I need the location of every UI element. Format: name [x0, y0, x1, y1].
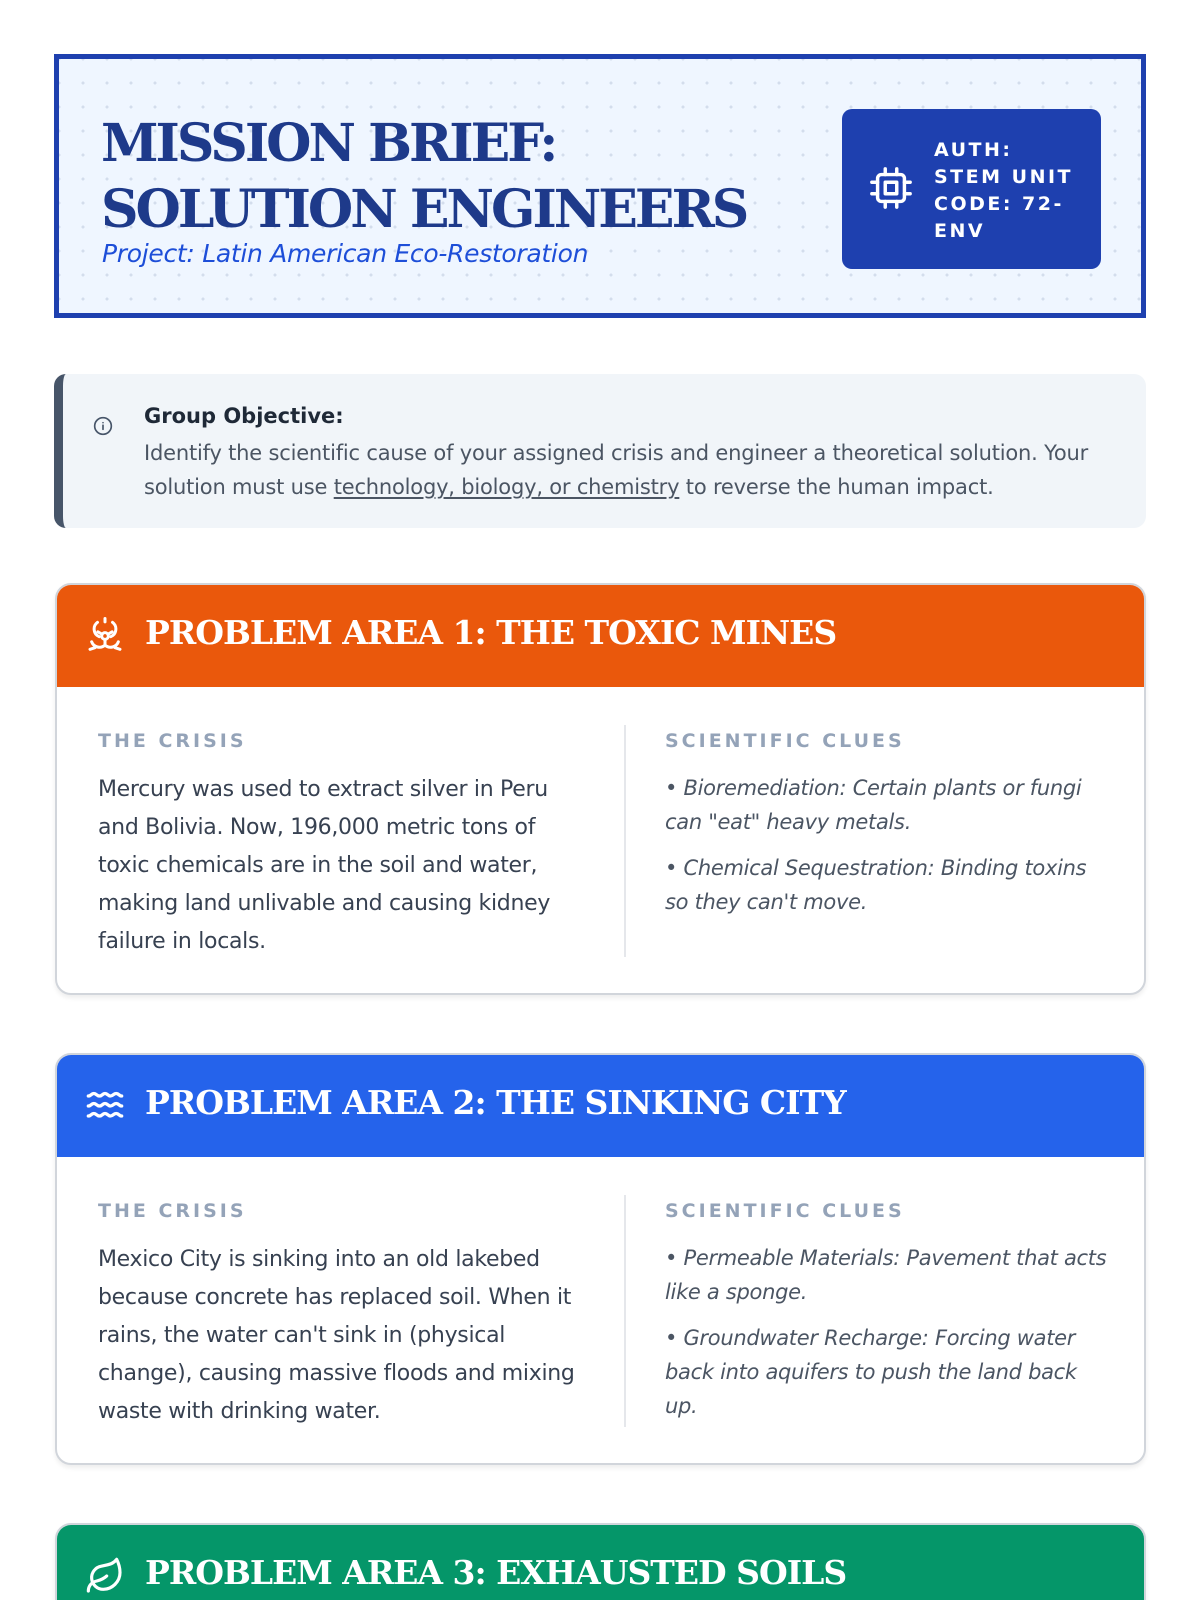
problem-title: PROBLEM AREA 2: THE SINKING CITY: [145, 1083, 846, 1122]
clue-item: • Groundwater Recharge: Forcing water back into aquifers to push the land back up.: [665, 1326, 1077, 1418]
problem-card-3: [55, 1523, 1146, 1600]
crisis-label: THE CRISIS: [98, 730, 247, 752]
info-icon: [93, 416, 113, 436]
column-divider: [624, 1195, 626, 1427]
biohazard-icon: [85, 616, 125, 656]
cpu-chip-icon: [868, 165, 914, 211]
auth-code: AUTH: STEM UNIT CODE: 72-ENV: [934, 139, 1074, 242]
objective-title: Group Objective:: [144, 404, 344, 428]
problem-title: PROBLEM AREA 3: EXHAUSTED SOILS: [145, 1553, 847, 1592]
crisis-text: Mexico City is sinking into an old lakebed because concrete has replaced soil. When it rains, the water can't sink in (physical change), causing massive floods and mixing waste with drinking water.: [98, 1247, 575, 1424]
mission-header: [54, 54, 1146, 318]
waves-icon: [85, 1086, 125, 1126]
clues-list: [665, 771, 1115, 931]
objective-emphasis: technology, biology, or chemistry: [333, 475, 680, 499]
page-title: MISSION BRIEF: SOLUTION ENGINEERS: [101, 113, 747, 240]
column-divider: [624, 725, 626, 957]
objective-text-start: Identify the scientific cause of your assigned crisis and engineer a theoretical solution. Your solution must use: [144, 441, 1089, 499]
problem-card-2: [55, 1053, 1146, 1465]
objective-text: [144, 436, 1144, 504]
auth-badge: [842, 109, 1101, 269]
leaf-icon: [85, 1556, 125, 1596]
problem-card-header: [57, 585, 1144, 687]
crisis-label: THE CRISIS: [98, 1200, 247, 1222]
clue-item: • Chemical Sequestration: Binding toxins so they can't move.: [665, 856, 1087, 914]
clues-list: [665, 1241, 1115, 1435]
problem-card-header: [57, 1055, 1144, 1157]
project-subtitle: Project: Latin American Eco-Restoration: [102, 239, 589, 268]
clues-label: SCIENTIFIC CLUES: [665, 1200, 905, 1222]
clue-item: • Permeable Materials: Pavement that acts like a sponge.: [665, 1246, 1107, 1304]
crisis-text: Mercury was used to extract silver in Peru and Bolivia. Now, 196,000 metric tons of toxic chemicals are in the soil and water, making land unlivable and causing kidney failure in locals.: [98, 777, 551, 954]
problem-card-header: [57, 1525, 1144, 1600]
group-objective-callout: [54, 374, 1146, 528]
problem-card-1: [55, 583, 1146, 995]
problem-title: PROBLEM AREA 1: THE TOXIC MINES: [145, 613, 837, 652]
objective-text-end: to reverse the human impact.: [679, 475, 994, 499]
clues-label: SCIENTIFIC CLUES: [665, 730, 905, 752]
clue-item: • Bioremediation: Certain plants or fungi can "eat" heavy metals.: [665, 776, 1082, 834]
